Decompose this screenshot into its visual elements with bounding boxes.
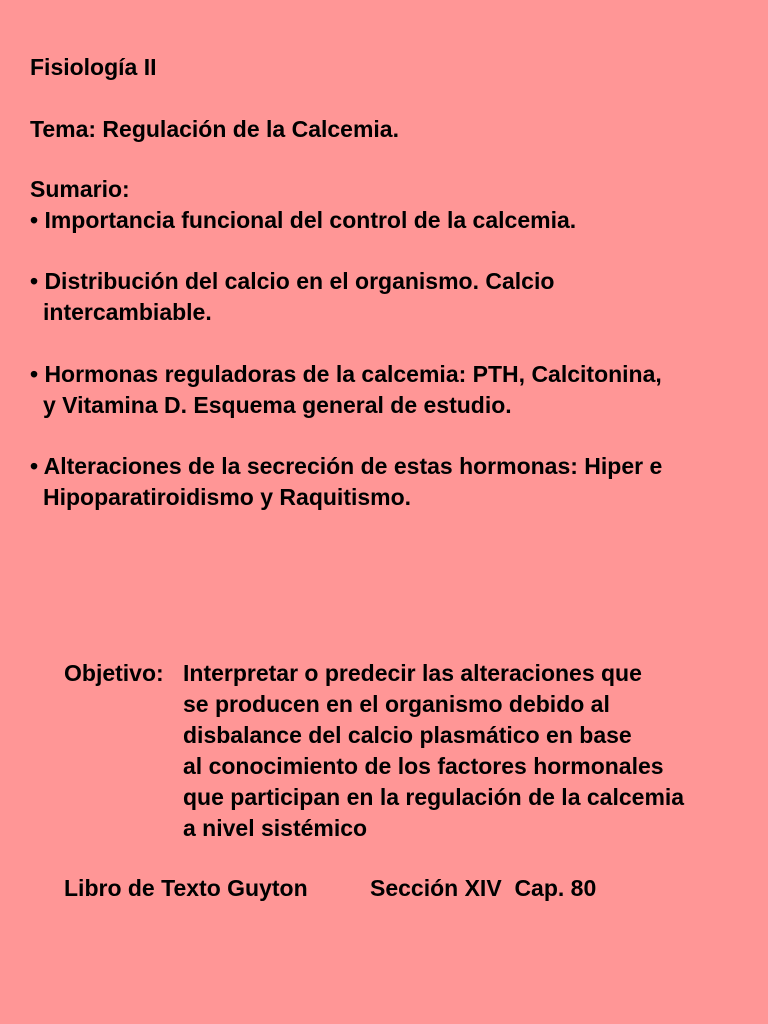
summary-item-3-line-2: y Vitamina D. Esquema general de estudio. [43, 392, 512, 418]
summary-item-4-line-1: • Alteraciones de la secreción de estas hormonas: Hiper e [30, 453, 663, 479]
objective-line-4: al conocimiento de los factores hormonales [183, 753, 664, 779]
objective-line-6: a nivel sistémico [183, 815, 368, 841]
summary-item-2-line-1: • Distribución del calcio en el organismo. Calcio [30, 268, 555, 294]
summary-item-3-line-1: • Hormonas reguladoras de la calcemia: PTH, Calcitonina, [30, 361, 662, 387]
topic-title: Tema: Regulación de la Calcemia. [30, 116, 399, 142]
objective-line-2: se producen en el organismo debido al [183, 691, 610, 717]
reference-book: Libro de Texto Guyton [64, 875, 308, 901]
objective-line-5: que participan en la regulación de la calcemia [183, 784, 685, 810]
summary-item-1-line-1: • Importancia funcional del control de la calcemia. [30, 207, 577, 233]
summary-item-4-line-2: Hipoparatiroidismo y Raquitismo. [43, 484, 412, 510]
course-title: Fisiología II [30, 54, 157, 80]
summary-item-2-line-2: intercambiable. [43, 299, 212, 325]
objective-label: Objetivo: [64, 660, 164, 686]
reference-section: Sección XIV Cap. 80 [370, 875, 597, 901]
objective-line-1: Interpretar o predecir las alteraciones que [183, 660, 642, 686]
summary-heading: Sumario: [30, 176, 130, 202]
objective-line-3: disbalance del calcio plasmático en base [183, 722, 632, 748]
